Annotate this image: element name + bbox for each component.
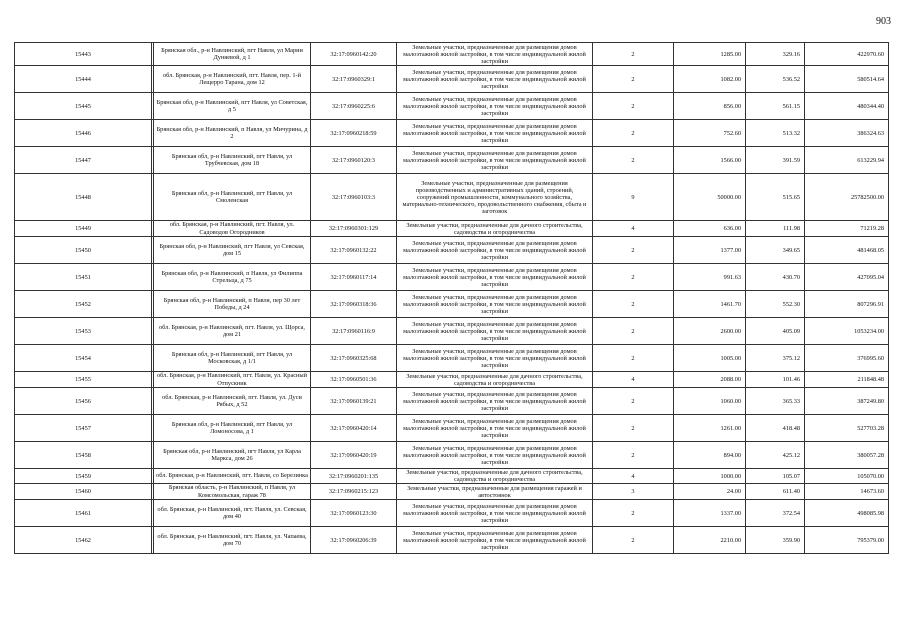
address-cell: Брянская обл, р-н Навлинский, пгт Навля, ул Московская, д 1/1 — [154, 345, 311, 372]
row-id-cell: 15444 — [15, 66, 152, 93]
row-id-cell: 15462 — [15, 527, 152, 554]
table-row — [15, 66, 889, 93]
cadastral-number-cell: 32:17:0960420:19 — [311, 442, 397, 469]
use-group-code-cell: 2 — [593, 345, 674, 372]
area-cell: 1461.70 — [674, 291, 746, 318]
cadastral-value-cell: 105070.00 — [805, 469, 889, 484]
row-id-cell: 15446 — [15, 120, 152, 147]
table-row — [15, 43, 889, 66]
address-cell: Брянская обл, р-н Навлинский, п Навля, ул Филиппа Стрельца, д 75 — [154, 264, 311, 291]
area-cell: 1000.00 — [674, 469, 746, 484]
unit-price-cell: 405.09 — [746, 318, 805, 345]
cadastral-number-cell: 32:17:0960318:36 — [311, 291, 397, 318]
use-group-code-cell: 2 — [593, 237, 674, 264]
table-row — [15, 318, 889, 345]
use-group-code-cell: 4 — [593, 221, 674, 237]
address-cell: обл. Брянская, р-н Навлинский, пгт. Навля, сo Березинка — [154, 469, 311, 484]
use-group-code-cell: 9 — [593, 174, 674, 221]
land-use-cell: Земельные участки, предназначенные для размещения домов малоэтажной жилой застройки, в том числе индивидуальной жилой застройки — [397, 291, 593, 318]
row-id-cell: 15459 — [15, 469, 152, 484]
unit-price-cell: 552.30 — [746, 291, 805, 318]
area-cell: 1337.00 — [674, 500, 746, 527]
land-use-cell: Земельные участки, предназначенные для размещения домов малоэтажной жилой застройки, в том числе индивидуальной жилой застройки — [397, 264, 593, 291]
cadastral-value-cell: 386324.63 — [805, 120, 889, 147]
cadastral-number-cell: 32:17:0960142:20 — [311, 43, 397, 66]
area-cell: 636.00 — [674, 221, 746, 237]
row-id-cell: 15457 — [15, 415, 152, 442]
land-use-cell: Земельные участки, предназначенные для размещения домов малоэтажной жилой застройки, в том числе индивидуальной жилой застройки — [397, 388, 593, 415]
row-id-cell: 15456 — [15, 388, 152, 415]
table-row — [15, 372, 889, 388]
cadastral-value-cell: 1053234.00 — [805, 318, 889, 345]
area-cell: 1566.00 — [674, 147, 746, 174]
address-cell: Брянская область, р-н Навлинский, п Навля, ул Комсомольская, гараж 78 — [154, 484, 311, 500]
land-use-cell: Земельные участки, предназначенные для размещения домов малоэтажной жилой застройки, в том числе индивидуальной жилой застройки — [397, 237, 593, 264]
cadastral-number-cell: 32:17:0960225:6 — [311, 93, 397, 120]
table-row — [15, 415, 889, 442]
row-id-cell: 15461 — [15, 500, 152, 527]
table-row — [15, 120, 889, 147]
address-cell: Брянская обл, р-н Навлинский, п Навля, пер 30 лет Победы, д 24 — [154, 291, 311, 318]
use-group-code-cell: 4 — [593, 372, 674, 388]
area-cell: 1285.00 — [674, 43, 746, 66]
table-row — [15, 291, 889, 318]
unit-price-cell: 611.40 — [746, 484, 805, 500]
address-cell: Брянская обл., р-н Навлинский, пгт Навля, ул Марии Дуняевой, д 1 — [154, 43, 311, 66]
area-cell: 2088.00 — [674, 372, 746, 388]
land-use-cell: Земельные участки, предназначенные для дачного строительства, садоводства и огородничества — [397, 469, 593, 484]
use-group-code-cell: 2 — [593, 388, 674, 415]
cadastral-value-cell: 480344.40 — [805, 93, 889, 120]
table-row — [15, 345, 889, 372]
cadastral-number-cell: 32:17:0960116:9 — [311, 318, 397, 345]
table-row — [15, 221, 889, 237]
address-cell: Брянская обл, р-н Навлинский, пгт Навля, ул Севская, дом 15 — [154, 237, 311, 264]
cadastral-value-cell: 795379.00 — [805, 527, 889, 554]
table-row — [15, 388, 889, 415]
area-cell: 856.00 — [674, 93, 746, 120]
row-id-cell: 15460 — [15, 484, 152, 500]
address-cell: обл. Брянская, р-н Навлинский, пгт. Навля, ул. Щорса, дом 21 — [154, 318, 311, 345]
area-cell: 894.00 — [674, 442, 746, 469]
land-use-cell: Земельные участки, предназначенные для размещения домов малоэтажной жилой застройки, в том числе индивидуальной жилой застройки — [397, 66, 593, 93]
land-use-cell: Земельные участки, предназначенные для дачного строительства, садоводства и огородничества — [397, 221, 593, 237]
area-cell: 50000.00 — [674, 174, 746, 221]
cadastral-value-cell: 613229.94 — [805, 147, 889, 174]
area-cell: 1377.00 — [674, 237, 746, 264]
address-cell: обл. Брянская, р-н Навлинский, пгт. Навля, пер. 1-й Лещерро Тарана, дом 12 — [154, 66, 311, 93]
land-use-cell: Земельные участки, предназначенные для размещения домов малоэтажной жилой застройки, в том числе индивидуальной жилой застройки — [397, 147, 593, 174]
land-use-cell: Земельные участки, предназначенные для дачного строительства, садоводства и огородничества — [397, 372, 593, 388]
unit-price-cell: 513.32 — [746, 120, 805, 147]
cadastral-number-cell: 32:17:0960201:135 — [311, 469, 397, 484]
cadastral-number-cell: 32:17:0960117:14 — [311, 264, 397, 291]
cadastral-number-cell: 32:17:0960132:22 — [311, 237, 397, 264]
use-group-code-cell: 2 — [593, 66, 674, 93]
area-cell: 24.00 — [674, 484, 746, 500]
use-group-code-cell: 2 — [593, 147, 674, 174]
cadastral-value-cell: 25782500.00 — [805, 174, 889, 221]
cadastral-value-cell: 422970.60 — [805, 43, 889, 66]
use-group-code-cell: 2 — [593, 120, 674, 147]
area-cell: 2210.00 — [674, 527, 746, 554]
cadastral-number-cell: 32:17:0960206:39 — [311, 527, 397, 554]
cadastral-number-cell: 32:17:0960218:59 — [311, 120, 397, 147]
cadastral-number-cell: 32:17:0960139:21 — [311, 388, 397, 415]
cadastral-value-cell: 71219.28 — [805, 221, 889, 237]
unit-price-cell: 349.65 — [746, 237, 805, 264]
unit-price-cell: 418.48 — [746, 415, 805, 442]
address-cell: Брянская обл, р-н Навлинский, пгт Навля, ул Советская, д 5 — [154, 93, 311, 120]
area-cell: 2600.00 — [674, 318, 746, 345]
unit-price-cell: 561.15 — [746, 93, 805, 120]
row-id-cell: 15449 — [15, 221, 152, 237]
unit-price-cell: 101.46 — [746, 372, 805, 388]
table-row — [15, 500, 889, 527]
unit-price-cell: 359.90 — [746, 527, 805, 554]
table-row — [15, 147, 889, 174]
address-cell: Брянская обл, р-н Навлинский, пгт Навля, ул Ломоносова, д 1 — [154, 415, 311, 442]
cadastral-value-cell: 211848.48 — [805, 372, 889, 388]
unit-price-cell: 425.12 — [746, 442, 805, 469]
use-group-code-cell: 2 — [593, 291, 674, 318]
cadastral-number-cell: 32:17:0960420:14 — [311, 415, 397, 442]
cadastral-value-cell: 376995.60 — [805, 345, 889, 372]
address-cell: Брянская обл, р-н Навлинский, пгт Навля, ул Смоленская — [154, 174, 311, 221]
row-id-cell: 15448 — [15, 174, 152, 221]
land-use-cell: Земельные участки, предназначенные для размещения домов малоэтажной жилой застройки, в том числе индивидуальной жилой застройки — [397, 120, 593, 147]
cadastral-value-cell: 807296.91 — [805, 291, 889, 318]
address-cell: Брянская обл, р-н Навлинский, п Навля, ул Мичурина, д 2 — [154, 120, 311, 147]
row-id-cell: 15458 — [15, 442, 152, 469]
cadastral-number-cell: 32:17:0960501:36 — [311, 372, 397, 388]
cadastral-number-cell: 32:17:0960325:68 — [311, 345, 397, 372]
table-row — [15, 442, 889, 469]
row-id-cell: 15454 — [15, 345, 152, 372]
land-use-cell: Земельные участки, предназначенные для размещения домов малоэтажной жилой застройки, в том числе индивидуальной жилой застройки — [397, 345, 593, 372]
use-group-code-cell: 2 — [593, 527, 674, 554]
land-use-cell: Земельные участки, предназначенные для размещения домов малоэтажной жилой застройки, в том числе индивидуальной жилой застройки — [397, 442, 593, 469]
use-group-code-cell: 2 — [593, 318, 674, 345]
unit-price-cell: 372.54 — [746, 500, 805, 527]
use-group-code-cell: 2 — [593, 43, 674, 66]
land-use-cell: Земельные участки, предназначенные для размещения производственных и административных зданий, строений, сооружений промышленности, коммунального хозяйства, материально-технического, продовольственного снабжения, сбыта и заготовок — [397, 174, 593, 221]
table-row — [15, 527, 889, 554]
unit-price-cell: 365.33 — [746, 388, 805, 415]
land-use-cell: Земельные участки, предназначенные для размещения домов малоэтажной жилой застройки, в том числе индивидуальной жилой застройки — [397, 43, 593, 66]
cadastral-value-cell: 14673.60 — [805, 484, 889, 500]
cadastral-number-cell: 32:17:0960123:30 — [311, 500, 397, 527]
unit-price-cell: 111.98 — [746, 221, 805, 237]
cadastral-value-cell: 580514.64 — [805, 66, 889, 93]
address-cell: обл. Брянская, р-н Навлинский, пгт. Навля, ул. Садоводов Огородников — [154, 221, 311, 237]
land-use-cell: Земельные участки, предназначенные для размещения гаражей и автостоянок — [397, 484, 593, 500]
land-use-cell: Земельные участки, предназначенные для размещения домов малоэтажной жилой застройки, в том числе индивидуальной жилой застройки — [397, 415, 593, 442]
cadastral-number-cell: 32:17:0960301:129 — [311, 221, 397, 237]
row-id-cell: 15450 — [15, 237, 152, 264]
address-cell: обл. Брянская, р-н Навлинский, пгт. Навля, ул. Чапаева, дом 70 — [154, 527, 311, 554]
cadastral-number-cell: 32:17:0960120:3 — [311, 147, 397, 174]
row-id-cell: 15451 — [15, 264, 152, 291]
use-group-code-cell: 2 — [593, 442, 674, 469]
row-id-cell: 15447 — [15, 147, 152, 174]
row-id-cell: 15443 — [15, 43, 152, 66]
area-cell: 1082.00 — [674, 66, 746, 93]
cadastral-value-cell: 527703.28 — [805, 415, 889, 442]
cadastral-value-cell: 427095.04 — [805, 264, 889, 291]
use-group-code-cell: 2 — [593, 500, 674, 527]
use-group-code-cell: 4 — [593, 469, 674, 484]
cadastral-value-cell: 498085.98 — [805, 500, 889, 527]
land-plot-register-table — [14, 42, 889, 554]
table-body — [15, 43, 889, 554]
area-cell: 1060.00 — [674, 388, 746, 415]
cadastral-value-cell: 387249.80 — [805, 388, 889, 415]
table-row — [15, 264, 889, 291]
unit-price-cell: 329.16 — [746, 43, 805, 66]
use-group-code-cell: 2 — [593, 415, 674, 442]
row-id-cell: 15445 — [15, 93, 152, 120]
cadastral-value-cell: 380057.28 — [805, 442, 889, 469]
unit-price-cell: 430.70 — [746, 264, 805, 291]
area-cell: 1261.00 — [674, 415, 746, 442]
unit-price-cell: 536.52 — [746, 66, 805, 93]
cadastral-number-cell: 32:17:0960215:123 — [311, 484, 397, 500]
table-row — [15, 174, 889, 221]
address-cell: обл. Брянская, р-н Навлинский, пгт. Навля, ул. Дуси Рябых, д 52 — [154, 388, 311, 415]
use-group-code-cell: 2 — [593, 93, 674, 120]
row-id-cell: 15455 — [15, 372, 152, 388]
cadastral-value-cell: 481468.05 — [805, 237, 889, 264]
area-cell: 991.63 — [674, 264, 746, 291]
land-use-cell: Земельные участки, предназначенные для размещения домов малоэтажной жилой застройки, в том числе индивидуальной жилой застройки — [397, 500, 593, 527]
area-cell: 752.60 — [674, 120, 746, 147]
cadastral-number-cell: 32:17:0960329:1 — [311, 66, 397, 93]
address-cell: обл. Брянская, р-н Навлинский, пгт. Навля, ул. Севская, дом 40 — [154, 500, 311, 527]
table-row — [15, 93, 889, 120]
table-row — [15, 484, 889, 500]
land-use-cell: Земельные участки, предназначенные для размещения домов малоэтажной жилой застройки, в том числе индивидуальной жилой застройки — [397, 527, 593, 554]
page-number: 903 — [876, 16, 891, 27]
address-cell: Брянская обл, р-н Навлинский, пгт Навля, ул Карла Маркса, дом 26 — [154, 442, 311, 469]
area-cell: 1005.00 — [674, 345, 746, 372]
unit-price-cell: 105.07 — [746, 469, 805, 484]
cadastral-number-cell: 32:17:0960103:3 — [311, 174, 397, 221]
table-row — [15, 469, 889, 484]
address-cell: обл. Брянская, р-н Навлинский, пгт. Навля, ул. Красный Отпускник — [154, 372, 311, 388]
land-use-cell: Земельные участки, предназначенные для размещения домов малоэтажной жилой застройки, в том числе индивидуальной жилой застройки — [397, 318, 593, 345]
unit-price-cell: 375.12 — [746, 345, 805, 372]
row-id-cell: 15453 — [15, 318, 152, 345]
use-group-code-cell: 2 — [593, 264, 674, 291]
address-cell: Брянская обл, р-н Навлинский, пгт Навля, ул Трубчевская, дом 18 — [154, 147, 311, 174]
table-row — [15, 237, 889, 264]
unit-price-cell: 391.59 — [746, 147, 805, 174]
row-id-cell: 15452 — [15, 291, 152, 318]
land-use-cell: Земельные участки, предназначенные для размещения домов малоэтажной жилой застройки, в том числе индивидуальной жилой застройки — [397, 93, 593, 120]
use-group-code-cell: 3 — [593, 484, 674, 500]
unit-price-cell: 515.65 — [746, 174, 805, 221]
